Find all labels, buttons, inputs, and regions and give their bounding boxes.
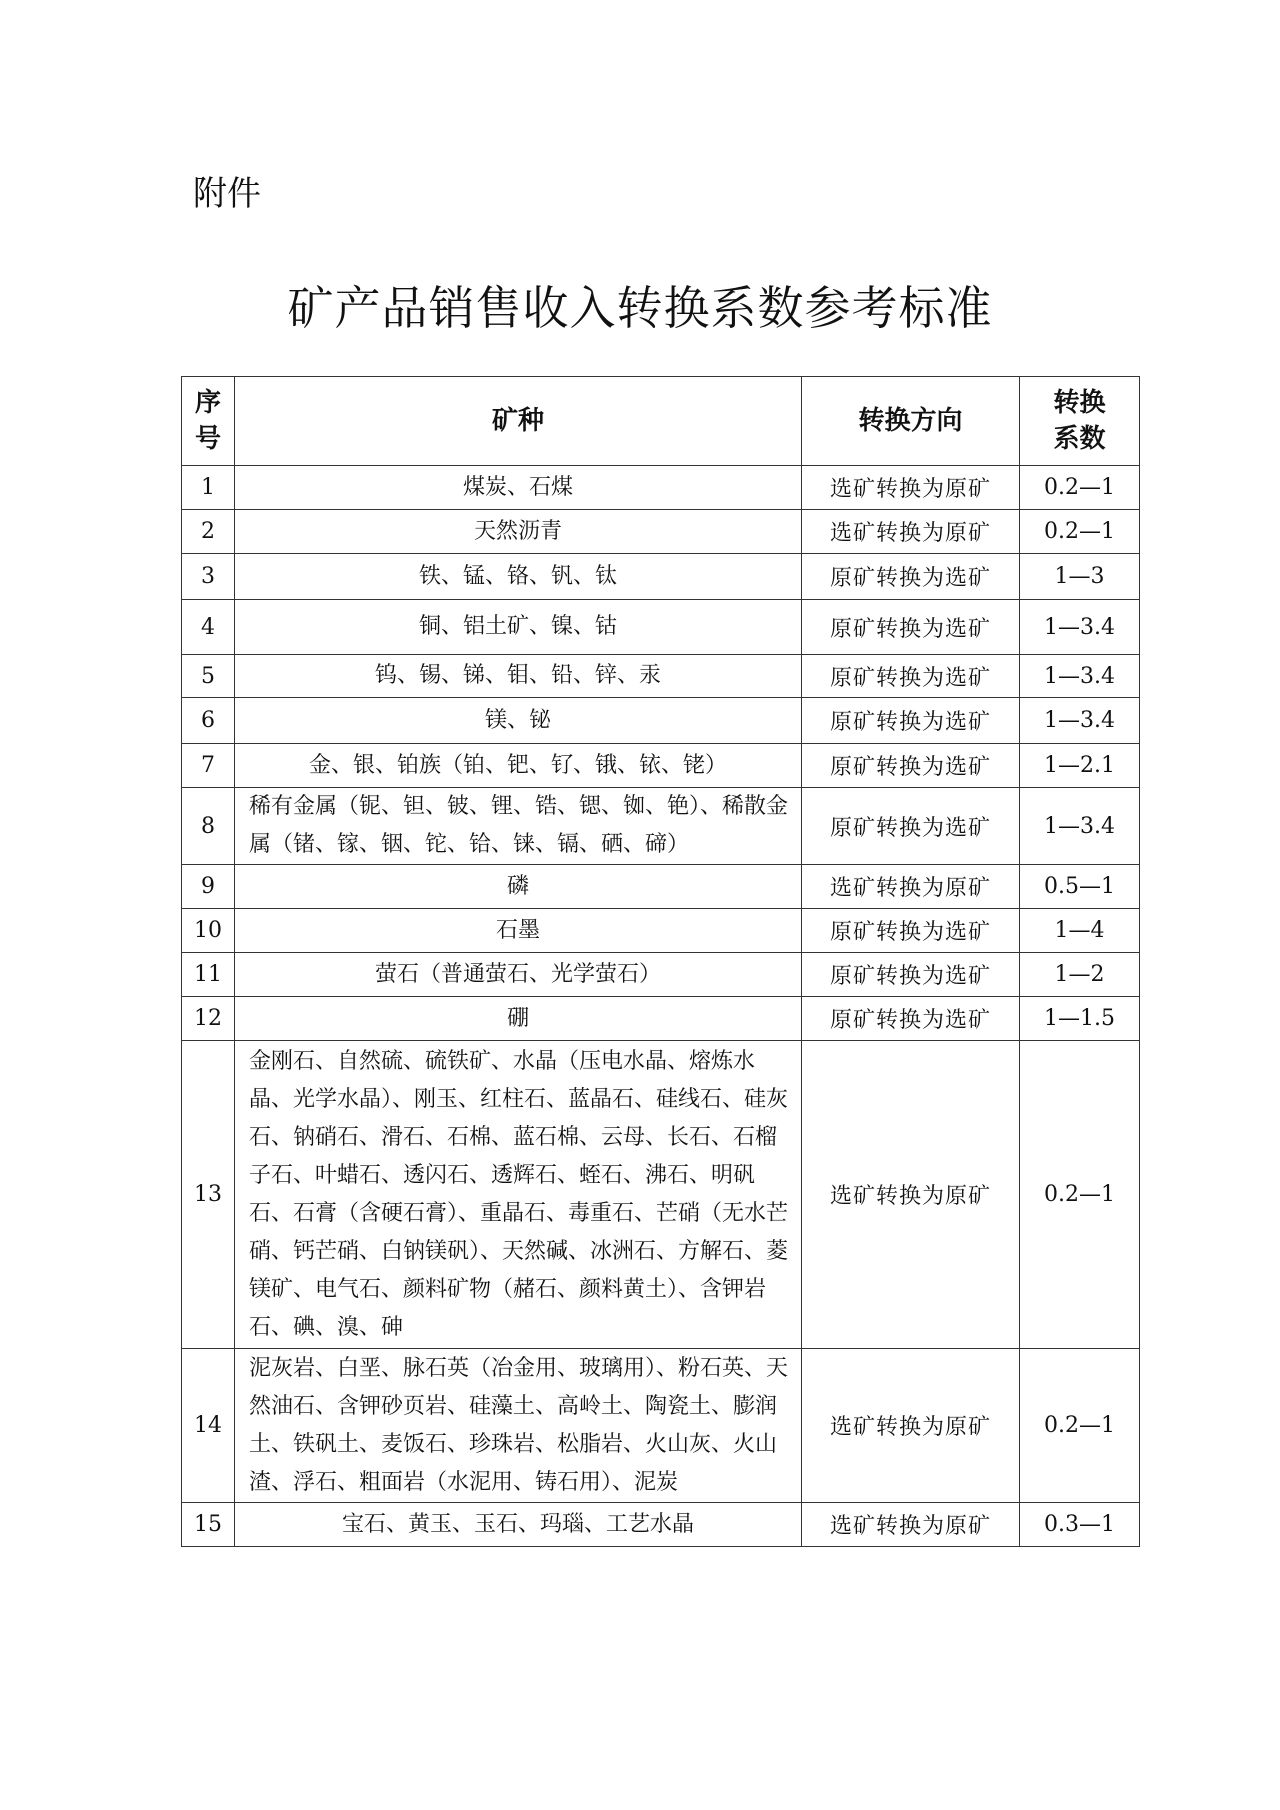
row-index: 10: [182, 909, 235, 953]
row-direction: 选矿转换为原矿: [802, 1503, 1020, 1547]
row-coefficient: 1—2: [1020, 953, 1140, 997]
row-coefficient: 0.2—1: [1020, 466, 1140, 510]
row-index: 8: [182, 788, 235, 865]
header-index-line2: 号: [194, 424, 221, 454]
table-header-row: [182, 377, 1140, 466]
table-row: [182, 600, 1140, 655]
row-mineral: 金、银、铂族（铂、钯、钌、锇、铱、铑）: [235, 744, 802, 788]
table-row: [182, 1503, 1140, 1547]
row-index: 11: [182, 953, 235, 997]
row-index: 13: [182, 1041, 235, 1349]
row-index: 7: [182, 744, 235, 788]
row-direction: 原矿转换为选矿: [802, 554, 1020, 600]
row-mineral: 磷: [235, 865, 802, 909]
header-direction: 转换方向: [802, 377, 1020, 466]
row-coefficient: 1—3.4: [1020, 600, 1140, 655]
conversion-table: [181, 376, 1140, 1547]
header-coefficient: [1020, 377, 1140, 466]
table-row: [182, 510, 1140, 554]
row-direction: 选矿转换为原矿: [802, 1041, 1020, 1349]
row-index: 14: [182, 1349, 235, 1503]
table-row: [182, 788, 1140, 865]
row-index: 3: [182, 554, 235, 600]
header-index: [182, 377, 235, 466]
row-direction: 原矿转换为选矿: [802, 744, 1020, 788]
table-row: [182, 698, 1140, 744]
table-row: [182, 865, 1140, 909]
row-direction: 选矿转换为原矿: [802, 466, 1020, 510]
table-row: [182, 655, 1140, 698]
attachment-label: 附件: [193, 174, 261, 214]
row-index: 5: [182, 655, 235, 698]
row-coefficient: 1—3.4: [1020, 655, 1140, 698]
row-direction: 原矿转换为选矿: [802, 909, 1020, 953]
row-mineral: 萤石（普通萤石、光学萤石）: [235, 953, 802, 997]
row-coefficient: 0.2—1: [1020, 1041, 1140, 1349]
row-direction: 选矿转换为原矿: [802, 865, 1020, 909]
row-mineral: 金刚石、自然硫、硫铁矿、水晶（压电水晶、熔炼水晶、光学水晶）、刚玉、红柱石、蓝晶石、硅线石、硅灰石、钠硝石、滑石、石棉、蓝石棉、云母、长石、石榴子石、叶蜡石、透闪石、透辉石、蛭石、沸石、明矾石、石膏（含硬石膏）、重晶石、毒重石、芒硝（无水芒硝、钙芒硝、白钠镁矾）、天然碱、冰洲石、方解石、菱镁矿、电气石、颜料矿物（赭石、颜料黄土）、含钾岩石、碘、溴、砷: [235, 1041, 802, 1349]
row-mineral: 宝石、黄玉、玉石、玛瑙、工艺水晶: [235, 1503, 802, 1547]
row-index: 1: [182, 466, 235, 510]
row-coefficient: 0.2—1: [1020, 510, 1140, 554]
row-mineral: 铁、锰、铬、钒、钛: [235, 554, 802, 600]
row-index: 2: [182, 510, 235, 554]
row-mineral: 镁、铋: [235, 698, 802, 744]
row-mineral: 稀有金属（铌、钽、铍、锂、锆、锶、铷、铯）、稀散金属（锗、镓、铟、铊、铪、铼、镉、硒、碲）: [235, 788, 802, 865]
row-coefficient: 1—2.1: [1020, 744, 1140, 788]
row-index: 6: [182, 698, 235, 744]
table-body: [182, 466, 1140, 1547]
row-mineral: 石墨: [235, 909, 802, 953]
table-row: [182, 1041, 1140, 1349]
row-coefficient: 0.5—1: [1020, 865, 1140, 909]
table-row: [182, 744, 1140, 788]
table-row: [182, 953, 1140, 997]
row-coefficient: 1—3.4: [1020, 698, 1140, 744]
table-row: [182, 1349, 1140, 1503]
row-direction: 选矿转换为原矿: [802, 1349, 1020, 1503]
header-coef-line1: 转换: [1053, 388, 1106, 418]
row-coefficient: 0.2—1: [1020, 1349, 1140, 1503]
row-mineral: 泥灰岩、白垩、脉石英（冶金用、玻璃用）、粉石英、天然油石、含钾砂页岩、硅藻土、高岭土、陶瓷土、膨润土、铁矾土、麦饭石、珍珠岩、松脂岩、火山灰、火山渣、浮石、粗面岩（水泥用、铸石用）、泥炭: [235, 1349, 802, 1503]
row-direction: 原矿转换为选矿: [802, 698, 1020, 744]
row-coefficient: 1—1.5: [1020, 997, 1140, 1041]
row-coefficient: 1—3.4: [1020, 788, 1140, 865]
table-row: [182, 909, 1140, 953]
row-mineral: 天然沥青: [235, 510, 802, 554]
row-index: 4: [182, 600, 235, 655]
row-mineral: 钨、锡、锑、钼、铅、锌、汞: [235, 655, 802, 698]
row-coefficient: 1—3: [1020, 554, 1140, 600]
row-mineral: 铜、铝土矿、镍、钴: [235, 600, 802, 655]
row-direction: 原矿转换为选矿: [802, 997, 1020, 1041]
row-coefficient: 0.3—1: [1020, 1503, 1140, 1547]
row-direction: 原矿转换为选矿: [802, 600, 1020, 655]
header-index-line1: 序: [194, 388, 221, 418]
row-index: 9: [182, 865, 235, 909]
table-row: [182, 554, 1140, 600]
row-index: 12: [182, 997, 235, 1041]
table-row: [182, 466, 1140, 510]
row-direction: 选矿转换为原矿: [802, 510, 1020, 554]
row-direction: 原矿转换为选矿: [802, 655, 1020, 698]
header-mineral: 矿种: [235, 377, 802, 466]
row-direction: 原矿转换为选矿: [802, 788, 1020, 865]
row-direction: 原矿转换为选矿: [802, 953, 1020, 997]
row-coefficient: 1—4: [1020, 909, 1140, 953]
document-title: 矿产品销售收入转换系数参考标准: [287, 281, 993, 335]
row-mineral: 煤炭、石煤: [235, 466, 802, 510]
row-index: 15: [182, 1503, 235, 1547]
table-row: [182, 997, 1140, 1041]
header-coef-line2: 系数: [1053, 424, 1106, 454]
row-mineral: 硼: [235, 997, 802, 1041]
